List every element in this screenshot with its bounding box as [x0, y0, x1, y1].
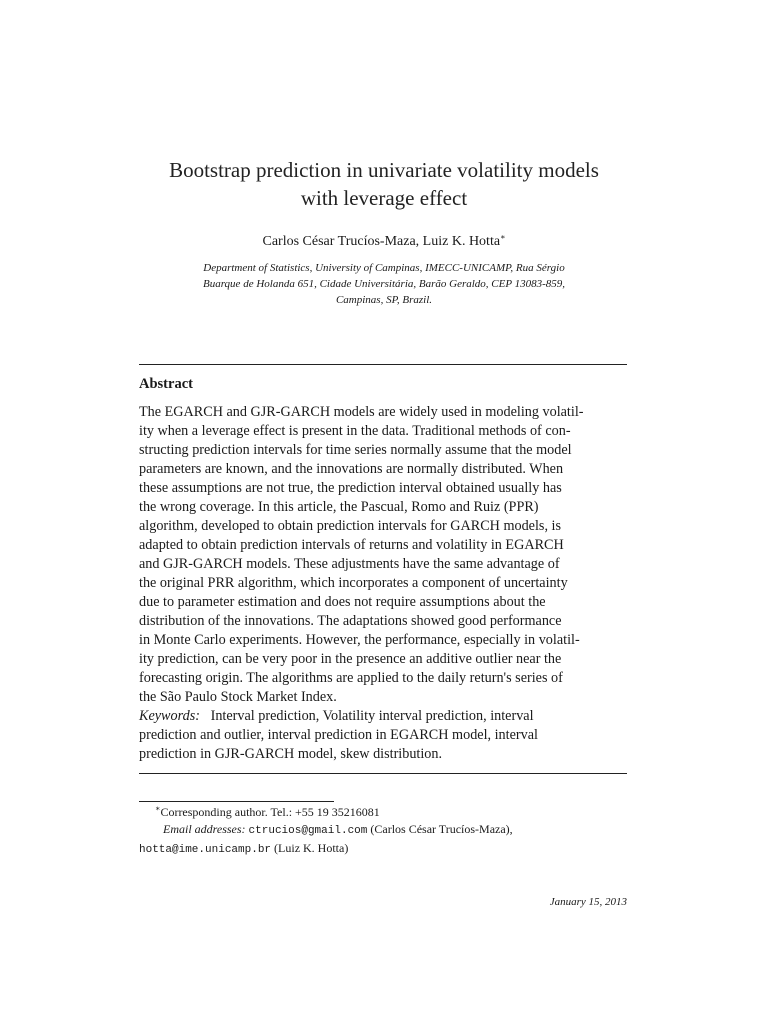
abstract-line: ity prediction, can be very poor in the presence an additive outlier near the: [139, 651, 562, 667]
abstract-line: algorithm, developed to obtain prediction intervals for GARCH models, is: [139, 518, 562, 534]
footnote-emails-cont: [139, 840, 627, 859]
abstract-heading: Abstract: [139, 376, 193, 392]
email-link-2[interactable]: hotta@ime.unicamp.br: [139, 844, 272, 856]
abstract-line: distribution of the innovations. The adaptations showed good performance: [139, 613, 562, 629]
footnote-mark: ∗: [155, 804, 161, 813]
abstract-line: in Monte Carlo experiments. However, the performance, especially in volatil-: [139, 632, 580, 648]
abstract-line: The EGARCH and GJR-GARCH models are widely used in modeling volatil-: [139, 404, 584, 420]
keywords-block: [139, 707, 627, 764]
abstract-line: the wrong coverage. In this article, the Pascual, Romo and Ruiz (PPR): [139, 499, 539, 515]
footnote-rule: [139, 801, 334, 802]
corresponding-author-mark: ∗: [500, 232, 506, 242]
abstract-line: parameters are known, and the innovations are normally distributed. When: [139, 461, 564, 477]
abstract-line: adapted to obtain prediction intervals of returns and volatility in EGARCH: [139, 537, 564, 553]
affiliation-line-3: Campinas, SP, Brazil.: [335, 294, 433, 306]
title-line-1: Bootstrap prediction in univariate volatility models: [169, 158, 599, 182]
affiliation-line-1: Department of Statistics, University of Campinas, IMECC-UNICAMP, Rua Sérgio: [203, 262, 565, 274]
abstract-top-rule: [139, 364, 627, 365]
abstract-body: [139, 403, 627, 707]
footnote-emails: [139, 821, 627, 840]
email-owner-1: (Carlos César Trucíos-Maza),: [370, 822, 513, 836]
keywords-line-3: prediction in GJR-GARCH model, skew distribution.: [139, 746, 443, 762]
keywords-text-1: Interval prediction, Volatility interval prediction, interval: [210, 708, 534, 724]
footnote-corresponding: [139, 804, 627, 821]
abstract-line: ity when a leverage effect is present in the data. Traditional methods of con-: [139, 423, 571, 439]
author-names: Carlos César Trucíos-Maza, Luiz K. Hotta: [262, 234, 501, 249]
email-link-1[interactable]: ctrucios@gmail.com: [248, 825, 368, 837]
abstract-bottom-rule: [139, 773, 627, 774]
email-label: Email addresses:: [163, 822, 246, 836]
affiliation-line-2: Buarque de Holanda 651, Cidade Universitária, Barão Geraldo, CEP 13083-859,: [202, 278, 566, 290]
abstract-line: the São Paulo Stock Market Index.: [139, 689, 337, 705]
paper-title: [100, 156, 668, 212]
corresponding-text: Corresponding author. Tel.: +55 19 35216081: [160, 805, 380, 819]
abstract-line: these assumptions are not true, the prediction interval obtained usually has: [139, 480, 562, 496]
abstract-line: and GJR-GARCH models. These adjustments have the same advantage of: [139, 556, 560, 572]
author-list: [100, 233, 668, 251]
abstract-line: structing prediction intervals for time series normally assume that the model: [139, 442, 572, 458]
abstract-line: forecasting origin. The algorithms are applied to the daily return's series of: [139, 670, 563, 686]
footnote: [139, 804, 627, 859]
affiliation: [130, 260, 638, 308]
keywords-label: Keywords:: [139, 708, 200, 724]
abstract-line: the original PRR algorithm, which incorporates a component of uncertainty: [139, 575, 568, 591]
keywords-line-2: prediction and outlier, interval prediction in EGARCH model, interval: [139, 727, 538, 743]
title-line-2: with leverage effect: [300, 186, 468, 210]
email-owner-2: (Luiz K. Hotta): [274, 841, 349, 855]
keywords-line-1: [139, 707, 627, 726]
abstract-line: due to parameter estimation and does not require assumptions about the: [139, 594, 546, 610]
preprint-date: January 15, 2013: [549, 896, 627, 908]
